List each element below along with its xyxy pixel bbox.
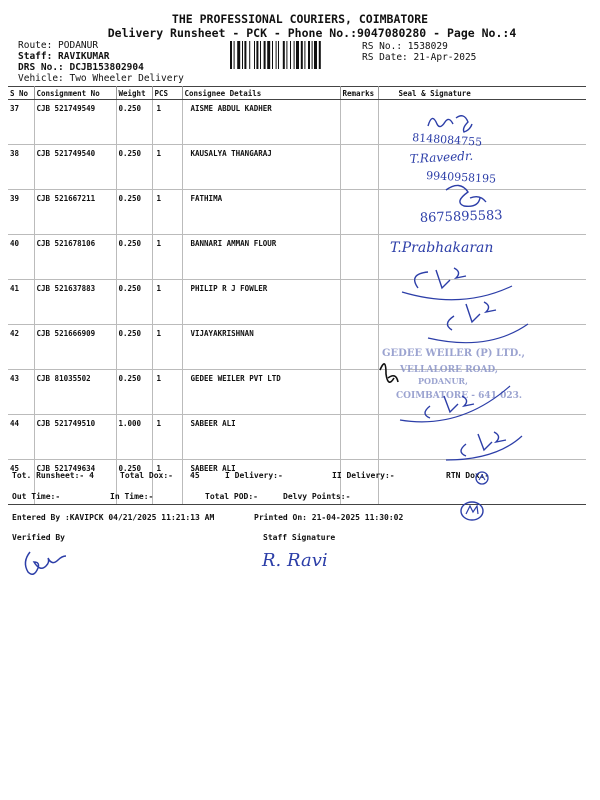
table-row — [8, 190, 586, 235]
printed-on: Printed On: 21-04-2025 11:30:02 — [254, 513, 404, 522]
barcode-bar — [304, 41, 305, 69]
cell-signature — [378, 415, 586, 460]
cell-remarks — [340, 145, 378, 190]
barcode-bar — [276, 41, 277, 69]
barcode-bar — [296, 41, 299, 69]
cell-signature — [378, 235, 586, 280]
stamp-line-3: PODANUR, — [418, 376, 468, 386]
barcode — [230, 41, 353, 69]
cell-signature — [378, 100, 586, 145]
cell-weight: 0.250 — [116, 145, 152, 190]
cell-consignee: PHILIP R J FOWLER — [182, 280, 340, 325]
stamp-line-4: COIMBATORE - 641 023. — [396, 391, 522, 401]
barcode-bar — [234, 41, 235, 69]
table-row — [8, 370, 586, 415]
cell-sno: 41 — [8, 280, 34, 325]
cell-remarks — [340, 235, 378, 280]
col-weight: Weight — [116, 87, 152, 100]
col-remarks: Remarks — [340, 87, 378, 100]
barcode-bar — [264, 41, 266, 69]
barcode-bar — [244, 41, 246, 69]
in-time: In Time:- — [110, 492, 154, 501]
table-row — [8, 235, 586, 280]
cell-consignee: FATHIMA — [182, 190, 340, 235]
staff-label: Staff: RAVIKUMAR — [18, 51, 110, 62]
cell-sno: 38 — [8, 145, 34, 190]
row40-name: T.Prabhakaran — [390, 240, 494, 256]
verified-by: Verified By — [12, 533, 65, 542]
cell-consignee: KAUSALYA THANGARAJ — [182, 145, 340, 190]
verified-signature-icon — [25, 552, 66, 574]
cell-pcs: 1 — [152, 145, 182, 190]
tot-runsheet: Tot. Runsheet:- 4 — [12, 471, 94, 480]
cell-consignment: CJB 521678106 — [34, 235, 116, 280]
table-header-row — [8, 87, 586, 100]
cell-pcs: 1 — [152, 370, 182, 415]
cell-signature — [378, 280, 586, 325]
col-pcs: PCS — [152, 87, 182, 100]
rtn-dox: RTN Dox:- — [446, 471, 490, 480]
cell-signature — [378, 325, 586, 370]
cell-consignment: CJB 521637883 — [34, 280, 116, 325]
delivery-table — [8, 86, 586, 505]
col-seal-signature: Seal & Signature — [378, 87, 586, 100]
cell-consignee: AISME ABDUL KADHER — [182, 100, 340, 145]
row38-phone: 9940958195 — [425, 169, 497, 186]
barcode-bar — [308, 41, 310, 69]
i-delivery: I Delivery:- — [225, 471, 283, 480]
cell-pcs: 1 — [152, 280, 182, 325]
ii-delivery: II Delivery:- — [332, 471, 395, 480]
cell-consignee: VIJAYAKRISHNAN — [182, 325, 340, 370]
stamp-line-1: GEDEE WEILER (P) LTD., — [382, 348, 525, 359]
staff-handwritten-signature: R. Ravi — [262, 550, 328, 571]
barcode-bar — [249, 41, 250, 69]
cell-remarks — [340, 370, 378, 415]
barcode-bar — [267, 41, 270, 69]
barcode-bar — [260, 41, 261, 69]
table-row — [8, 280, 586, 325]
cell-remarks — [340, 190, 378, 235]
cell-sno: 44 — [8, 415, 34, 460]
cell-weight: 0.250 — [116, 100, 152, 145]
cell-pcs: 1 — [152, 235, 182, 280]
cell-consignee: SABEER ALI — [182, 415, 340, 460]
table-row — [8, 325, 586, 370]
cell-sno: 43 — [8, 370, 34, 415]
cell-consignment: CJB 81035502 — [34, 370, 116, 415]
cell-pcs: 1 — [152, 190, 182, 235]
barcode-bar — [230, 41, 232, 69]
col-consignment: Consignment No — [34, 87, 116, 100]
cell-weight: 0.250 — [116, 280, 152, 325]
col-consignee: Consignee Details — [182, 87, 340, 100]
runsheet-subtitle: Delivery Runsheet - PCK - Phone No.:9047080280 - Page No.:4 — [107, 26, 517, 40]
col-sno: S No — [8, 87, 34, 100]
cell-consignee: BANNARI AMMAN FLOUR — [182, 235, 340, 280]
entered-by: Entered By :KAVIPCK 04/21/2025 11:21:13 AM — [12, 513, 215, 522]
barcode-bar — [237, 41, 240, 69]
cell-remarks — [340, 415, 378, 460]
cell-remarks — [340, 325, 378, 370]
cell-weight: 0.250 — [116, 325, 152, 370]
row37-phone: 8148084755 — [411, 131, 483, 149]
cell-consignment: CJB 521666909 — [34, 325, 116, 370]
stamp-line-2: VELLALORE ROAD, — [400, 365, 499, 375]
cell-pcs: 1 — [152, 325, 182, 370]
table-row — [8, 100, 586, 145]
barcode-bar — [286, 41, 287, 69]
cell-sno: 40 — [8, 235, 34, 280]
barcode-bar — [312, 41, 313, 69]
cell-remarks — [340, 100, 378, 145]
total-dox-label: Total Dox:- — [120, 471, 173, 480]
cell-consignment: CJB 521667211 — [34, 190, 116, 235]
cell-weight: 0.250 — [116, 235, 152, 280]
delvy-points: Delvy Points:- — [283, 492, 351, 501]
barcode-bar — [242, 41, 243, 69]
cell-sno: 37 — [8, 100, 34, 145]
cell-weight: 0.250 — [116, 190, 152, 235]
staff-signature-label: Staff Signature — [263, 533, 336, 542]
company-title: THE PROFESSIONAL COURIERS, COIMBATORE — [171, 12, 429, 26]
barcode-bar — [314, 41, 317, 69]
cell-signature — [378, 145, 586, 190]
barcode-bar — [294, 41, 295, 69]
route-label: Route: PODANUR — [18, 40, 99, 51]
cell-pcs: 1 — [152, 415, 182, 460]
row39-phone: 8675895583 — [419, 208, 503, 226]
cell-consignee: SABEER ALI — [182, 460, 340, 505]
cell-signature — [378, 370, 586, 415]
circle-initials-mark-icon — [466, 506, 478, 514]
barcode-bar — [301, 41, 303, 69]
barcode-bar — [278, 41, 279, 69]
cell-pcs: 1 — [152, 100, 182, 145]
cell-sno: 45 — [8, 460, 34, 505]
total-pod: Total POD:- — [205, 492, 258, 501]
rs-number: RS No.: 1538029 — [362, 41, 448, 52]
cell-consignment: CJB 521749510 — [34, 415, 116, 460]
barcode-bar — [319, 41, 321, 69]
cell-sno: 42 — [8, 325, 34, 370]
barcode-bar — [290, 41, 291, 69]
cell-sno: 39 — [8, 190, 34, 235]
cell-weight: 0.250 — [116, 460, 152, 505]
barcode-bar — [283, 41, 285, 69]
cell-weight: 0.250 — [116, 370, 152, 415]
cell-signature — [378, 460, 586, 505]
out-time: Out Time:- — [12, 492, 61, 501]
cell-consignment: CJB 521749540 — [34, 145, 116, 190]
table-row — [8, 415, 586, 460]
drs-label: DRS No.: DCJB153802904 — [18, 62, 144, 73]
table-row — [8, 145, 586, 190]
cell-consignment: CJB 521749549 — [34, 100, 116, 145]
vehicle-label: Vehicle: Two Wheeler Delivery — [18, 73, 184, 84]
rs-date: RS Date: 21-Apr-2025 — [362, 52, 477, 63]
barcode-bar — [256, 41, 258, 69]
cell-consignment: CJB 521749634 — [34, 460, 116, 505]
cell-weight: 1.000 — [116, 415, 152, 460]
cell-pcs: 1 — [152, 460, 182, 505]
row38-name: T.Raveedr. — [409, 148, 474, 166]
cell-consignee: GEDEE WEILER PVT LTD — [182, 370, 340, 415]
total-dox-value: 45 — [190, 471, 200, 480]
barcode-bar — [272, 41, 273, 69]
cell-signature — [378, 190, 586, 235]
barcode-bar — [254, 41, 255, 69]
cell-remarks — [340, 280, 378, 325]
